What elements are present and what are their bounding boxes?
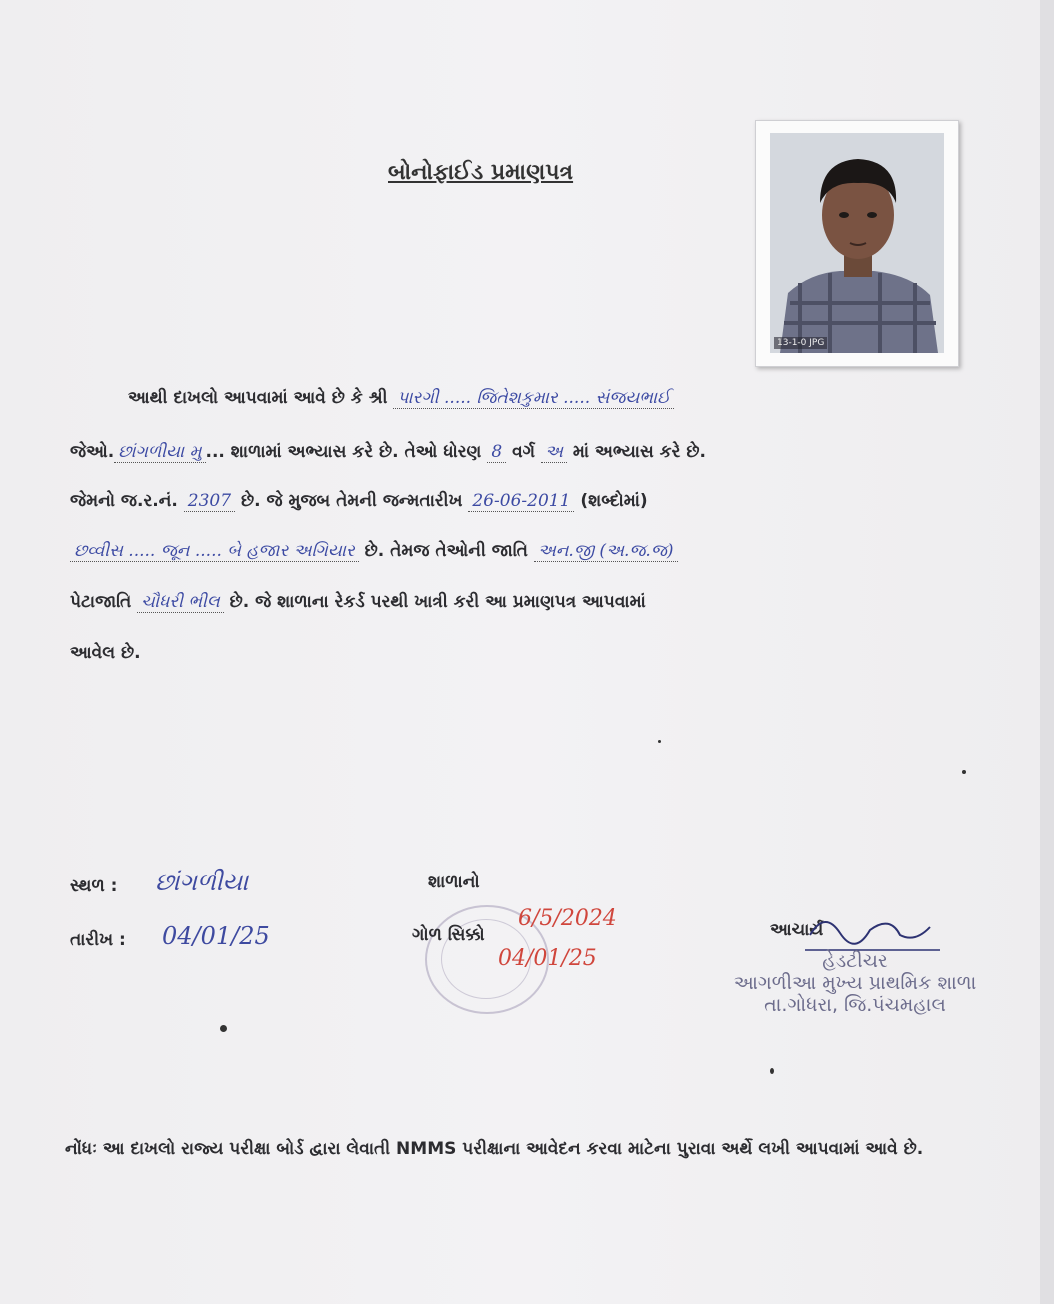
paper-edge — [1040, 0, 1054, 1304]
certificate-title: બોનોફાઈડ પ્રમાણપત્ર — [388, 160, 574, 185]
line3-mid: છે. જે મુજબ તેમની જન્મતારીખ — [240, 491, 463, 511]
dob-in-words: છવ્વીસ ..... જૂન ..... બે હજાર અગિયાર — [70, 541, 359, 562]
line2-prefix: જેઓ. — [70, 442, 115, 462]
principal-signature — [800, 905, 940, 955]
ink-speck — [658, 740, 661, 743]
line2-mid: ... શાળામાં અભ્યાસ કરે છે. તેઓ ધોરણ — [205, 442, 482, 462]
line2-end: માં અભ્યાસ કરે છે. — [572, 442, 706, 462]
subcaste-value: ચૌધરી ભીલ — [137, 592, 224, 613]
ink-speck — [770, 1068, 774, 1074]
student-photo-frame — [755, 120, 959, 367]
seal-line-3: તા.ગોધરા, જિ.પંચમહાલ — [764, 994, 946, 1016]
line3-prefix: જેમનો જ.ર.નં. — [70, 491, 178, 511]
place-value: છાંગળીયા — [155, 868, 249, 896]
line6-text: આવેલ છે. — [70, 643, 141, 663]
student-name: પારગી ..... જિતેશકુમાર ..... સંજયભાઈ — [393, 388, 674, 409]
seal-line-2: આગળીઆ મુખ્ય પ્રાથમિક શાળા — [733, 972, 977, 994]
line3-end: (શબ્દોમાં) — [580, 491, 648, 511]
line5-prefix: પેટાજાતિ — [70, 592, 132, 612]
ink-speck — [962, 770, 966, 774]
division-value: અ — [541, 442, 567, 463]
body-line-4 — [70, 541, 678, 561]
line4-mid: છે. તેમજ તેઓની જાતિ — [364, 541, 528, 561]
seal-line-1: હેડટીચર — [822, 950, 888, 972]
school-label: શાળાનો — [428, 872, 480, 892]
class-label: વર્ગ — [512, 442, 536, 462]
student-photo — [770, 133, 944, 353]
date-of-birth: 26-06-2011 — [468, 491, 574, 512]
line5-end: છે. જે શાળાના રેકર્ડ પરથી ખાત્રી કરી આ પ્રમાણપત્ર આપવામાં — [229, 592, 646, 612]
place-label: સ્થળ : — [70, 876, 118, 896]
ink-speck — [220, 1025, 227, 1032]
body-line-2 — [70, 442, 706, 462]
photo-caption: 13-1-0 JPG — [774, 337, 827, 349]
register-number: 2307 — [184, 491, 235, 512]
round-seal-label: ગોળ સિક્કો — [412, 925, 485, 945]
date-label: તારીખ : — [70, 930, 126, 950]
school-name: છાંગળીયા મુ — [114, 442, 205, 463]
headteacher-seal — [720, 950, 990, 1035]
red-date-1: 6/5/2024 — [518, 906, 617, 931]
body-line-3 — [70, 491, 648, 511]
principal-label: આચાર્ય — [770, 920, 824, 940]
body-line-6 — [70, 643, 141, 663]
intro-text: આથી દાખલો આપવામાં આવે છે કે શ્રી — [128, 388, 388, 408]
caste-value: અન.જી (અ.જ.જ) — [534, 541, 678, 562]
body-line-5 — [70, 592, 646, 612]
footnote: નોંધઃ આ દાખલો રાજ્ય પરીક્ષા બોર્ડ દ્વારા લેવાતી NMMS પરીક્ષાના આવેદન કરવા માટેના પુરાવા અર્થે લખી આપવામાં આવે છે. — [65, 1139, 924, 1159]
body-line-1 — [128, 388, 674, 408]
red-date-2: 04/01/25 — [498, 946, 597, 971]
standard-value: 8 — [487, 442, 506, 463]
date-value: 04/01/25 — [162, 922, 270, 950]
